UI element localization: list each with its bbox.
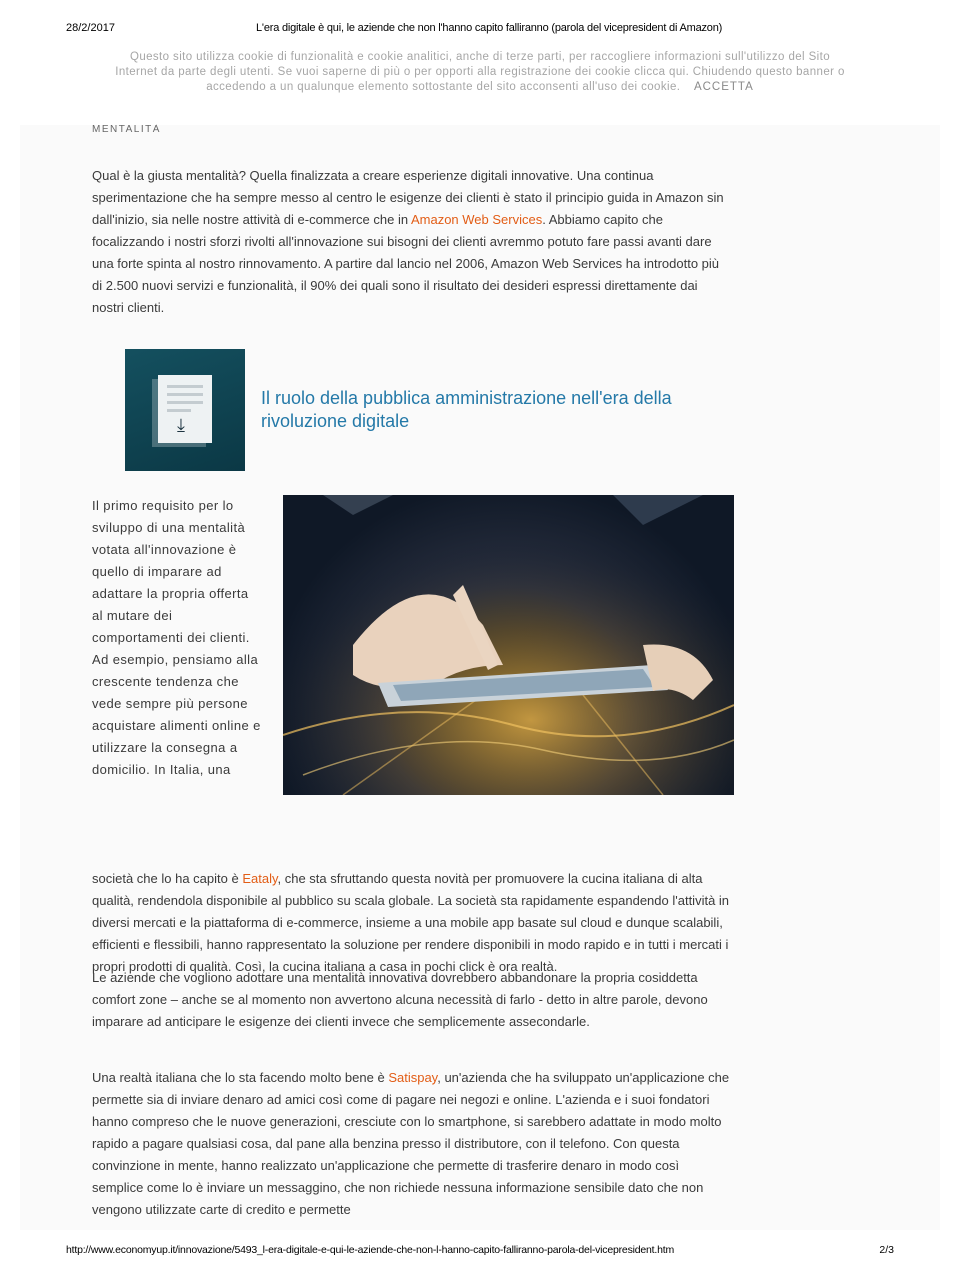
cookie-banner: [110, 50, 850, 95]
hand-tablet-city-illustration: [283, 495, 734, 795]
article-paragraph: società che lo ha capito è Eataly, che sta sfruttando questa novità per promuovere la cucina italiana di alta qualità, rendendola disponibile al pubblico su scala globale. La società sta rapidamente espandendo l'attività in diversi mercati e la piattaforma di e-commerce, insieme a una mobile app basate sul cloud e dunque scalabili, efficienti e flessibili, hanno rappresentato la soluzione per rendere disponibili in modo rapido e in tutti i mercati i propri prodotti di qualità. Così, la cucina italiana a casa in pochi click è ora realtà.: [92, 871, 730, 974]
related-content-promo[interactable]: [125, 349, 725, 471]
promo-title-link[interactable]: Il ruolo della pubblica amministrazione nell'era della rivoluzione digitale: [261, 388, 672, 431]
section-heading: MENTALITÀ: [92, 124, 161, 135]
article-paragraph: Una realtà italiana che lo sta facendo molto bene è Satispay, un'azienda che ha sviluppato un'applicazione che permette sia di inviare denaro ad amici così come di pagare nei negozi e online. L'azienda e i suoi fondatori hanno compreso che le nuove generazioni, cresciute con lo smartphone, si sarebbero adattate in modo molto rapido a pagare qualsiasi cosa, dal pane alla benzina presso il distributore, con il telefono. Con questa convinzione in mente, hanno realizzato un'applicazione che permette di trasferire denaro in modo così semplice come lo è inviare un messaggino, che non richiede nessuna informazione sensibile dato che non vengono utilizzate carte di credito e permette: [92, 1070, 730, 1217]
article-paragraph: Le aziende che vogliono adottare una mentalità innovativa dovrebbero abbandonare la propria cosiddetta comfort zone – anche se al momento non avvertono alcuna necessità di farlo - detto in altre parole, devono imparare ad anticipare le esigenze dei clienti invece che semplicemente assecondarle.: [92, 970, 708, 1029]
satispay-link[interactable]: Satispay: [388, 1070, 438, 1085]
cookie-accept-button[interactable]: ACCETTA: [693, 81, 754, 93]
print-page-number: 2/3: [879, 1244, 894, 1256]
print-footer: [66, 1244, 894, 1258]
article-paragraph: Qual è la giusta mentalità? Quella finalizzata a creare esperienze digitali innovative. Una continua sperimentazione che ha sempre messo al centro le esigenze dei clienti è stato il principio guida in Amazon sin dall'inizio, sia nelle nostre attività di e-commerce che in Amazon Web Services. Abbiamo capito che focalizzando i nostri sforzi rivolti all'innovazione sui bisogni dei clienti avremmo potuto fare passi avanti dare una forte spinta al nostro rinnovamento. A partire dal lancio nel 2006, Amazon Web Services ha introdotto più di 2.500 nuovi servizi e funzionalità, il 90% dei quali sono il risultato dei desideri espressi direttamente dai nostri clienti.: [92, 168, 724, 315]
amazon-web-services-link[interactable]: Amazon Web Services: [410, 212, 543, 227]
print-page-url: http://www.economyup.it/innovazione/5493_l-era-digitale-e-qui-le-aziende-che-non-l-hanno-capito-falliranno-parola-del-vicepresident.htm: [66, 1244, 675, 1256]
article-hero-image: [283, 495, 734, 795]
cookie-banner-text: Questo sito utilizza cookie di funzionalità e cookie analitici, anche di terze parti, per raccogliere informazioni sull'utilizzo del Sito Internet da parte degli utenti. Se vuoi saperne di più o per opporti alla registrazione dei cookie clicca qui. Chiudendo questo banner o accedendo a un qualunque elemento sottostante del sito acconsenti all'uso dei cookie.: [115, 51, 845, 93]
print-date: 28/2/2017: [66, 22, 115, 34]
eataly-link[interactable]: Eataly: [242, 871, 278, 886]
promo-thumbnail[interactable]: [125, 349, 245, 471]
print-page-title: L'era digitale è qui, le aziende che non l'hanno capito falliranno (parola del vicepresident di Amazon): [256, 22, 723, 34]
article-paragraph-side: Il primo requisito per lo sviluppo di una mentalità votata all'innovazione è quello di imparare ad adattare la propria offerta al mutare dei comportamenti dei clienti. Ad esempio, pensiamo alla crescente tendenza che vede sempre più persone acquistare alimenti online e utilizzare la consegna a domicilio. In Italia, una: [92, 498, 261, 777]
download-document-icon: ⤓: [158, 375, 212, 443]
print-header: [66, 22, 894, 36]
